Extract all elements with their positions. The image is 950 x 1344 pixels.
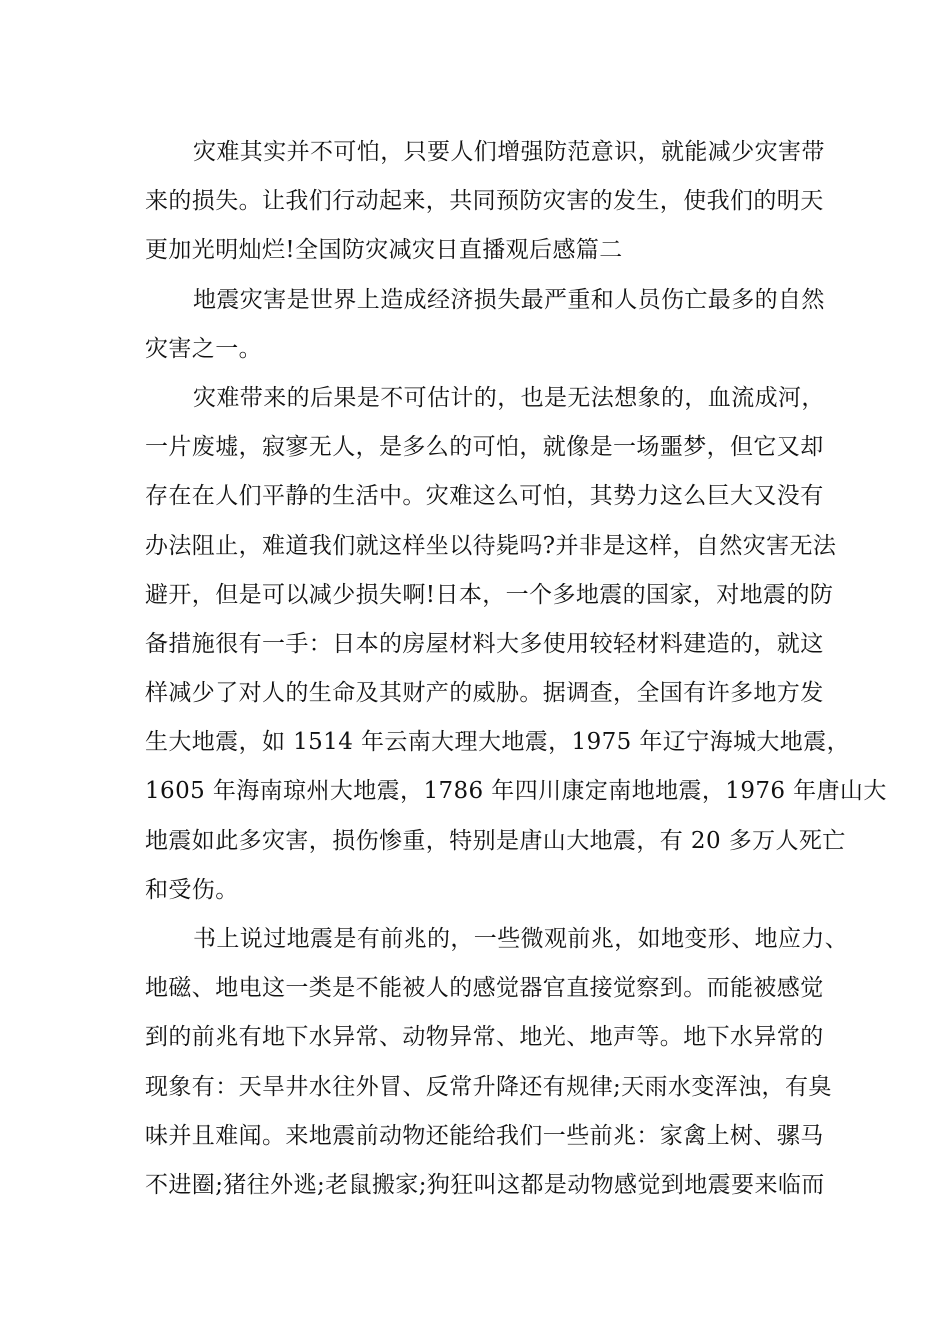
text-line: 一片废墟，寂寥无人，是多么的可怕，就像是一场噩梦，但它又却: [145, 434, 824, 461]
text-line: 和受伤。: [145, 876, 239, 903]
text-line: 地震如此多灾害，损伤惨重，特别是唐山大地震，有 20 多万人死亡: [145, 827, 846, 854]
text-line: 不进圈;猪往外逃;老鼠搬家;狗狂叫这都是动物感觉到地震要来临而: [145, 1171, 825, 1198]
text-line: 灾害之一。: [145, 335, 262, 362]
text-line: 存在在人们平静的生活中。灾难这么可怕，其势力这么巨大又没有: [145, 483, 824, 510]
text-line: 书上说过地震是有前兆的，一些微观前兆，如地变形、地应力、: [193, 926, 849, 952]
text-line: 样减少了对人的生命及其财产的威胁。据调查，全国有许多地方发: [145, 680, 824, 707]
text-line: 现象有：天旱井水往外冒、反常升降还有规律;天雨水变浑浊，有臭: [145, 1073, 832, 1100]
text-line: 更加光明灿烂!全国防灾减灾日直播观后感篇二: [145, 237, 623, 264]
text-line: 地磁、地电这一类是不能被人的感觉器官直接觉察到。而能被感觉: [145, 975, 824, 1002]
text-line: 灾难带来的后果是不可估计的，也是无法想象的，血流成河，: [193, 384, 825, 411]
text-line: 灾难其实并不可怕，只要人们增强防范意识，就能减少灾害带: [193, 139, 825, 165]
document-body: [145, 128, 887, 1210]
text-line: 来的损失。让我们行动起来，共同预防灾害的发生，使我们的明天: [145, 188, 824, 215]
text-line: 办法阻止，难道我们就这样坐以待毙吗?并非是这样，自然灾害无法: [145, 532, 837, 559]
text-line: 1605 年海南琼州大地震，1786 年四川康定南地地震，1976 年唐山大: [145, 778, 887, 805]
text-line: 地震灾害是世界上造成经济损失最严重和人员伤亡最多的自然: [193, 286, 825, 313]
paragraph: [145, 276, 827, 374]
paragraph: [145, 915, 849, 1210]
paragraph: [145, 374, 887, 915]
text-line: 备措施很有一手：日本的房屋材料大多使用较轻材料建造的，就这: [145, 630, 824, 657]
text-line: 避开，但是可以减少损失啊!日本，一个多地震的国家，对地震的防: [145, 581, 834, 608]
text-line: 到的前兆有地下水异常、动物异常、地光、地声等。地下水异常的: [145, 1024, 824, 1051]
text-line: 味并且难闻。来地震前动物还能给我们一些前兆：家禽上树、骡马: [145, 1122, 824, 1149]
paragraph: [145, 128, 827, 276]
text-line: 生大地震，如 1514 年云南大理大地震，1975 年辽宁海城大地震，: [145, 729, 850, 756]
